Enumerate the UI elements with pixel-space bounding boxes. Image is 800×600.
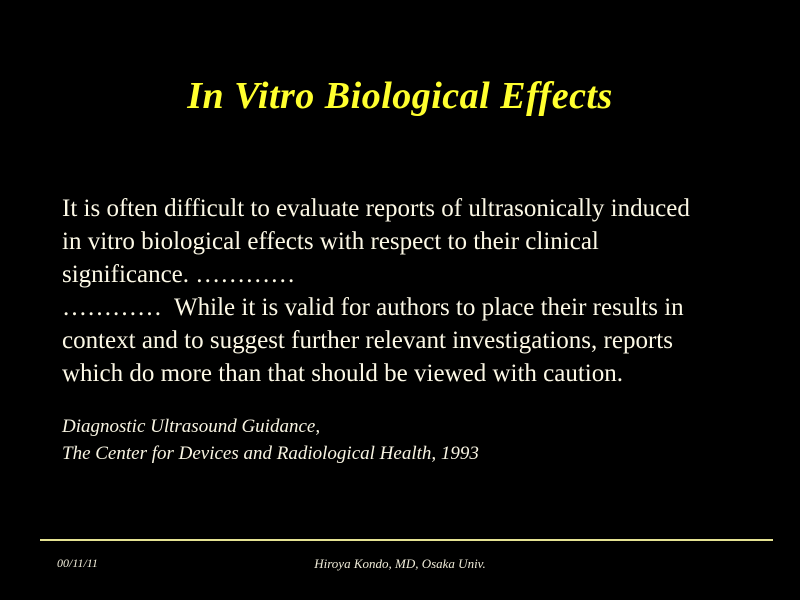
- body-line: context and to suggest further relevant investigations, reports: [62, 327, 673, 354]
- footer-date: 00/11/11: [57, 556, 98, 570]
- citation-block: [62, 413, 662, 467]
- body-line: ………… While it is valid for authors to place their results in: [62, 294, 684, 321]
- footer-divider-line: [40, 539, 773, 541]
- body-line: significance. …………: [62, 261, 296, 288]
- body-line: It is often difficult to evaluate reports of ultrasonically induced: [62, 195, 690, 222]
- body-line: in vitro biological effects with respect to their clinical: [62, 228, 599, 255]
- footer: [0, 556, 800, 576]
- slide-title: In Vitro Biological Effects: [187, 75, 613, 117]
- citation-line: The Center for Devices and Radiological Health, 1993: [62, 443, 479, 464]
- body-text-block: [62, 192, 752, 390]
- body-line: which do more than that should be viewed with caution.: [62, 360, 623, 387]
- footer-credit: Hiroya Kondo, MD, Osaka Univ.: [314, 556, 486, 571]
- citation-line: Diagnostic Ultrasound Guidance,: [62, 416, 321, 437]
